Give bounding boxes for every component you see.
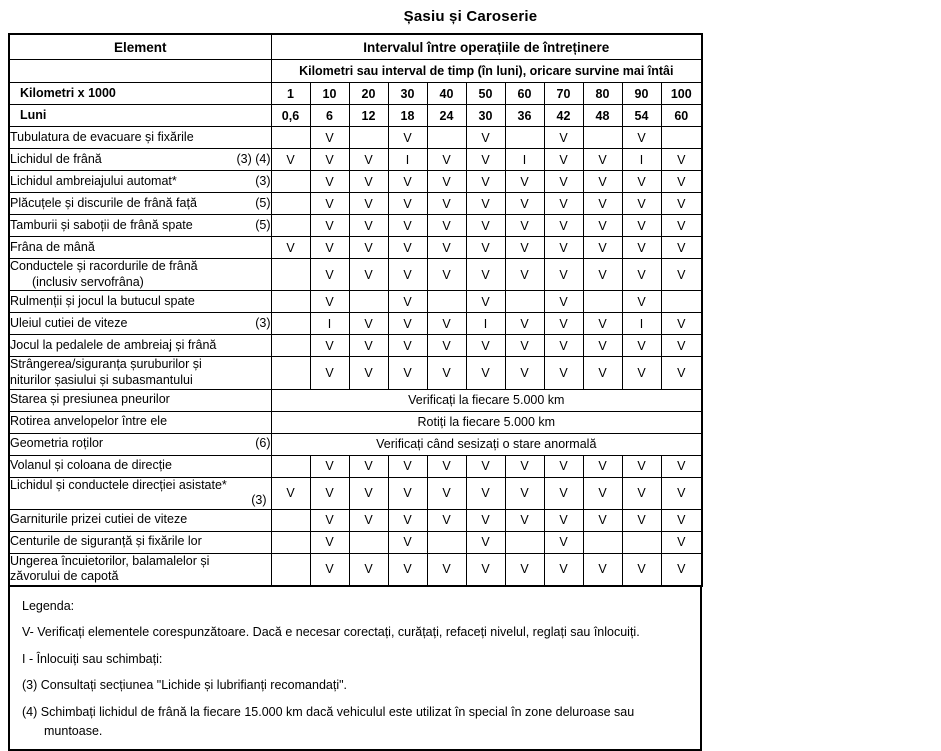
cell (271, 313, 310, 335)
row-label-text: Frâna de mână (10, 239, 95, 254)
cell: V (622, 477, 661, 509)
cell (427, 127, 466, 149)
row-label (9, 127, 271, 149)
row-label-km: Kilometri x 1000 (9, 83, 271, 105)
cell: V (388, 531, 427, 553)
cell-months-0: 0,6 (271, 105, 310, 127)
table-row (9, 357, 702, 389)
row-label (9, 335, 271, 357)
cell: V (583, 455, 622, 477)
cell-months-1: 6 (310, 105, 349, 127)
cell: V (505, 553, 544, 586)
cell: V (583, 509, 622, 531)
table-row-span (9, 389, 702, 411)
cell: V (427, 237, 466, 259)
cell: V (427, 477, 466, 509)
row-label-text: Jocul la pedalele de ambreiaj și frână (10, 337, 217, 352)
cell: V (622, 509, 661, 531)
row-label (9, 259, 271, 291)
row-label-text: Lichidul și conductele direcției asistate* (10, 477, 227, 492)
cell: V (310, 553, 349, 586)
cell: V (583, 237, 622, 259)
legend-line-2: (3) Consultați secțiunea "Lichide și lubrifianți recomandați". (22, 678, 348, 693)
cell: V (505, 335, 544, 357)
table-row (9, 149, 702, 171)
row-km (9, 83, 702, 105)
cell (505, 127, 544, 149)
legend-line-1: I - Înlocuiți sau schimbați: (22, 651, 163, 666)
cell: V (466, 127, 505, 149)
row-label-text: Uleiul cutiei de viteze (10, 315, 128, 330)
cell (427, 531, 466, 553)
row-label-text: Geometria roților (10, 436, 104, 451)
cell-months-10: 60 (661, 105, 702, 127)
cell: V (349, 509, 388, 531)
row-label-text: Starea și presiunea pneurilor (10, 392, 170, 407)
table-row (9, 237, 702, 259)
cell-km-1: 10 (310, 83, 349, 105)
cell: V (466, 335, 505, 357)
cell: V (661, 215, 702, 237)
cell: V (622, 193, 661, 215)
table-header-row (9, 34, 702, 60)
cell: V (349, 455, 388, 477)
cell: I (388, 149, 427, 171)
cell-km-6: 60 (505, 83, 544, 105)
cell: V (349, 149, 388, 171)
cell: V (388, 171, 427, 193)
table-row (9, 553, 702, 586)
cell: V (310, 171, 349, 193)
cell: V (622, 357, 661, 389)
cell (505, 531, 544, 553)
cell: V (583, 313, 622, 335)
row-label-text: Lichidul ambreiajului automat* (10, 173, 177, 188)
cell: V (544, 553, 583, 586)
cell (583, 291, 622, 313)
cell: V (622, 553, 661, 586)
cell: V (466, 477, 505, 509)
row-label (9, 193, 271, 215)
cell: V (505, 171, 544, 193)
cell: V (505, 477, 544, 509)
cell: V (388, 193, 427, 215)
cell: V (388, 127, 427, 149)
cell: I (466, 313, 505, 335)
row-label (9, 313, 271, 335)
cell: V (310, 291, 349, 313)
row-label-ref: (3) (255, 315, 271, 330)
row-label (9, 389, 271, 411)
cell: V (544, 291, 583, 313)
cell: V (622, 455, 661, 477)
row-months (9, 105, 702, 127)
maintenance-table-body (9, 34, 702, 586)
subheader-spacer (9, 60, 271, 83)
cell-km-5: 50 (466, 83, 505, 105)
cell: V (544, 313, 583, 335)
cell: V (505, 509, 544, 531)
cell: V (544, 335, 583, 357)
cell: V (388, 291, 427, 313)
cell: V (427, 193, 466, 215)
cell (271, 509, 310, 531)
table-row (9, 215, 702, 237)
cell: V (388, 313, 427, 335)
cell: V (622, 291, 661, 313)
cell-km-9: 90 (622, 83, 661, 105)
cell: V (310, 335, 349, 357)
table-row (9, 531, 702, 553)
cell (271, 553, 310, 586)
header-subinterval: Kilometri sau interval de timp (în luni), oricare survine mai întâi (271, 60, 702, 83)
cell: V (271, 477, 310, 509)
cell: V (622, 127, 661, 149)
cell (427, 291, 466, 313)
cell: V (349, 335, 388, 357)
table-row (9, 259, 702, 291)
span-note: Verificați la fiecare 5.000 km (271, 389, 702, 411)
cell: V (271, 237, 310, 259)
maintenance-table (8, 33, 703, 587)
cell (349, 291, 388, 313)
table-row-span (9, 411, 702, 433)
cell: I (622, 313, 661, 335)
cell: V (544, 531, 583, 553)
cell (271, 127, 310, 149)
row-label-text: Ungerea încuietorilor, balamalelor și (10, 553, 210, 568)
row-label-text: Centurile de siguranță și fixările lor (10, 534, 202, 549)
cell: V (388, 357, 427, 389)
cell: V (661, 149, 702, 171)
cell: V (427, 553, 466, 586)
row-label (9, 291, 271, 313)
cell: V (427, 149, 466, 171)
cell: V (310, 509, 349, 531)
cell: V (583, 335, 622, 357)
row-label (9, 411, 271, 433)
row-label-ref: (6) (255, 436, 271, 451)
cell (661, 127, 702, 149)
row-label-months: Luni (9, 105, 271, 127)
cell-months-4: 24 (427, 105, 466, 127)
cell-km-4: 40 (427, 83, 466, 105)
cell: V (310, 477, 349, 509)
cell (271, 193, 310, 215)
cell: I (622, 149, 661, 171)
legend-title: Legenda: (22, 599, 75, 613)
cell (583, 127, 622, 149)
cell: V (466, 291, 505, 313)
cell: V (310, 531, 349, 553)
maintenance-table-wrapper (8, 33, 702, 587)
cell-months-7: 42 (544, 105, 583, 127)
cell: V (505, 259, 544, 291)
cell: V (466, 509, 505, 531)
row-label (9, 171, 271, 193)
table-row (9, 455, 702, 477)
row-label-ref: (5) (255, 195, 271, 210)
cell: V (427, 171, 466, 193)
cell: V (349, 237, 388, 259)
cell: V (544, 171, 583, 193)
table-row-span (9, 433, 702, 455)
cell: V (661, 553, 702, 586)
row-label-text-line2: (inclusiv servofrâna) (32, 274, 144, 289)
cell: V (466, 259, 505, 291)
cell (271, 531, 310, 553)
cell: V (310, 455, 349, 477)
cell: V (466, 215, 505, 237)
table-row (9, 509, 702, 531)
cell: V (622, 215, 661, 237)
cell: V (544, 149, 583, 171)
cell: V (544, 357, 583, 389)
cell: V (427, 259, 466, 291)
table-row (9, 477, 702, 509)
cell: V (427, 455, 466, 477)
header-interval: Intervalul între operațiile de întreținere (271, 34, 702, 60)
cell: V (544, 455, 583, 477)
cell (271, 259, 310, 291)
cell: V (349, 313, 388, 335)
span-note: Rotiți la fiecare 5.000 km (271, 411, 702, 433)
cell: V (466, 455, 505, 477)
cell: V (466, 149, 505, 171)
row-label (9, 237, 271, 259)
cell: V (388, 553, 427, 586)
cell-km-10: 100 (661, 83, 702, 105)
cell: V (427, 509, 466, 531)
cell: V (544, 509, 583, 531)
cell: V (583, 171, 622, 193)
cell: V (349, 477, 388, 509)
cell (271, 291, 310, 313)
cell-km-0: 1 (271, 83, 310, 105)
cell: V (583, 215, 622, 237)
cell (583, 531, 622, 553)
cell: V (310, 127, 349, 149)
cell: V (310, 215, 349, 237)
cell: V (505, 313, 544, 335)
cell (505, 291, 544, 313)
cell: I (505, 149, 544, 171)
cell: V (388, 477, 427, 509)
header-element: Element (9, 34, 271, 60)
cell (349, 531, 388, 553)
row-label-text: Tubulatura de evacuare și fixările (10, 129, 194, 144)
cell: V (466, 553, 505, 586)
row-label (9, 477, 271, 509)
table-row (9, 335, 702, 357)
cell: V (661, 171, 702, 193)
cell (271, 335, 310, 357)
cell: V (310, 193, 349, 215)
cell-months-8: 48 (583, 105, 622, 127)
cell (271, 215, 310, 237)
cell: V (271, 149, 310, 171)
span-note: Verificați când sesizați o stare anormală (271, 433, 702, 455)
legend-box (8, 587, 702, 751)
cell: V (349, 171, 388, 193)
table-row (9, 291, 702, 313)
cell: V (466, 171, 505, 193)
cell: V (661, 357, 702, 389)
cell-km-8: 80 (583, 83, 622, 105)
cell: V (661, 313, 702, 335)
row-label (9, 531, 271, 553)
cell: V (544, 477, 583, 509)
cell (271, 455, 310, 477)
cell: V (466, 531, 505, 553)
cell: V (349, 193, 388, 215)
cell: V (349, 215, 388, 237)
cell-months-5: 30 (466, 105, 505, 127)
cell: V (427, 313, 466, 335)
cell (661, 291, 702, 313)
table-row (9, 193, 702, 215)
cell: V (661, 237, 702, 259)
row-label-text: Rotirea anvelopelor între ele (10, 414, 168, 429)
row-label-text: Garniturile prizei cutiei de viteze (10, 512, 188, 527)
cell: V (622, 335, 661, 357)
cell: V (310, 259, 349, 291)
cell: V (427, 335, 466, 357)
row-label (9, 553, 271, 586)
cell: V (544, 259, 583, 291)
cell: V (388, 509, 427, 531)
row-label (9, 149, 271, 171)
cell-months-9: 54 (622, 105, 661, 127)
cell: V (388, 335, 427, 357)
cell-months-6: 36 (505, 105, 544, 127)
row-label-ref: (5) (255, 217, 271, 232)
cell-km-2: 20 (349, 83, 388, 105)
cell: V (466, 357, 505, 389)
cell: V (583, 259, 622, 291)
row-label-ref: (3) (251, 493, 267, 508)
row-label-text: Strângerea/siguranța șuruburilor și (10, 357, 202, 372)
row-label-ref: (3) (4) (236, 151, 271, 166)
row-label-text-line2: zăvorului de capotă (10, 569, 119, 584)
cell: V (661, 259, 702, 291)
cell: V (505, 193, 544, 215)
cell: V (388, 215, 427, 237)
row-label (9, 215, 271, 237)
cell: V (661, 531, 702, 553)
cell: V (427, 215, 466, 237)
cell: V (388, 455, 427, 477)
row-label-text: Conductele și racordurile de frână (10, 259, 198, 273)
cell: V (427, 357, 466, 389)
cell-months-2: 12 (349, 105, 388, 127)
cell: V (505, 357, 544, 389)
cell: V (505, 455, 544, 477)
cell: V (661, 335, 702, 357)
cell (271, 171, 310, 193)
cell: V (661, 509, 702, 531)
cell: V (661, 477, 702, 509)
row-label (9, 455, 271, 477)
cell: V (622, 171, 661, 193)
cell: V (544, 193, 583, 215)
row-label-text: Tamburii și saboții de frână spate (10, 217, 193, 232)
cell: V (466, 193, 505, 215)
cell: V (388, 237, 427, 259)
cell: V (544, 127, 583, 149)
cell: V (583, 149, 622, 171)
page-title: Șasiu și Caroserie (403, 8, 538, 25)
table-subheader-row (9, 60, 702, 83)
table-row (9, 313, 702, 335)
cell: V (505, 237, 544, 259)
cell: V (349, 357, 388, 389)
cell: V (622, 237, 661, 259)
cell: V (349, 259, 388, 291)
cell: V (544, 237, 583, 259)
cell-km-3: 30 (388, 83, 427, 105)
row-label (9, 433, 271, 455)
cell: V (583, 193, 622, 215)
cell (349, 127, 388, 149)
row-label-text-line2: niturilor șasiului și subasmantului (10, 372, 193, 387)
cell: I (310, 313, 349, 335)
table-row (9, 127, 702, 149)
cell-months-3: 18 (388, 105, 427, 127)
row-label-ref: (3) (255, 173, 271, 188)
cell: V (310, 237, 349, 259)
cell-km-7: 70 (544, 83, 583, 105)
cell: V (583, 357, 622, 389)
legend-line-0: V- Verificați elementele corespunzătoare. Dacă e necesar corectați, curățați, refaceți nivelul, reglați sau înlocuiți. (22, 625, 640, 640)
cell: V (661, 193, 702, 215)
cell: V (544, 215, 583, 237)
row-label (9, 509, 271, 531)
cell: V (583, 553, 622, 586)
table-row (9, 171, 702, 193)
cell: V (622, 259, 661, 291)
row-label-text: Rulmenții și jocul la butucul spate (10, 293, 195, 308)
cell: V (466, 237, 505, 259)
cell (271, 357, 310, 389)
cell: V (661, 455, 702, 477)
row-label (9, 357, 271, 389)
cell: V (310, 357, 349, 389)
cell: V (583, 477, 622, 509)
cell: V (310, 149, 349, 171)
cell: V (505, 215, 544, 237)
cell: V (388, 259, 427, 291)
cell (622, 531, 661, 553)
row-label-text: Plăcuțele și discurile de frână față (10, 195, 197, 210)
cell: V (349, 553, 388, 586)
row-label-text: Lichidul de frână (10, 151, 102, 166)
legend-line-3: (4) Schimbați lichidul de frână la fiecare 15.000 km dacă vehiculul este utilizat în special în zone deluroase sau muntoase. (22, 704, 635, 738)
row-label-text: Volanul și coloana de direcție (10, 458, 172, 473)
